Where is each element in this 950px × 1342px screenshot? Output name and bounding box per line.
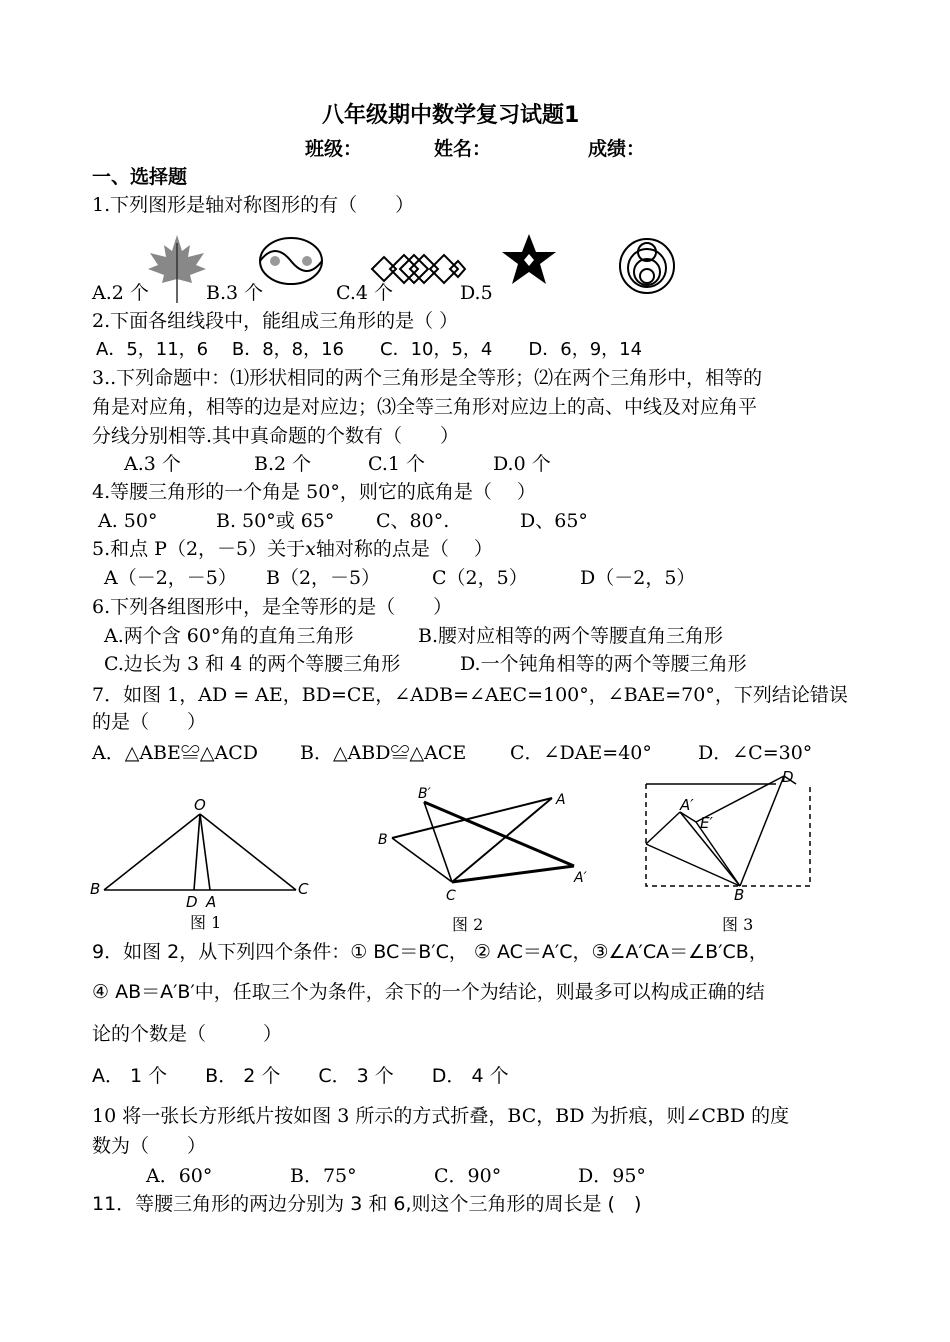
- q3-line-3: 分线分别相等.其中真命题的个数有（ ）: [92, 425, 460, 447]
- q7-option-a[interactable]: A．△ABE≌△ACD: [92, 742, 258, 764]
- star-flower-icon: [496, 232, 562, 294]
- yin-yang-icon: [258, 236, 324, 286]
- fig1-label-d: D: [186, 893, 198, 910]
- q3-option-c[interactable]: C.1 个: [368, 453, 426, 475]
- nested-circles-icon: [618, 238, 676, 294]
- q10-option-c[interactable]: C．90°: [434, 1165, 502, 1187]
- q5-option-d[interactable]: D（－2，5）: [580, 567, 696, 589]
- q3-line-1: 3..下列命题中：⑴形状相同的两个三角形是全等形；⑵在两个三角形中，相等的: [92, 367, 763, 389]
- name-label: 姓名：: [434, 138, 492, 160]
- fig2-label-bprime: B′: [418, 786, 431, 802]
- class-label: 班级：: [305, 138, 363, 160]
- q7-stem: 7．如图 1，AD = AE，BD=CE，∠ADB=∠AEC=100°，∠BAE=70°，下列结论错误: [92, 684, 848, 706]
- q5-stem-b: 轴对称的点是（ ）: [315, 538, 493, 560]
- fig2-label-aprime: A′: [574, 870, 587, 886]
- figure-3: [636, 766, 818, 906]
- fig3-label-aprime: A′: [680, 796, 694, 814]
- q10-option-a[interactable]: A．60°: [146, 1165, 213, 1187]
- q5-option-a[interactable]: A（－2，－5）: [104, 567, 237, 589]
- q10-line-1: 10 将一张长方形纸片按如图 3 所示的方式折叠，BC，BD 为折痕，则∠CBD 的度: [92, 1105, 790, 1127]
- score-label: 成绩：: [588, 138, 646, 160]
- q5-option-c[interactable]: C（2，5）: [432, 567, 528, 589]
- q4-option-d[interactable]: D、65°: [520, 510, 588, 532]
- q4-option-a[interactable]: A. 50°: [98, 510, 158, 532]
- q7-option-d[interactable]: D．∠C=30°: [698, 742, 813, 764]
- fig2-label-a: A: [556, 792, 566, 808]
- q6-option-d[interactable]: D.一个钝角相等的两个等腰三角形: [460, 653, 747, 675]
- q1-option-c[interactable]: C.4 个: [336, 282, 394, 304]
- q9-line-1: 9．如图 2，从下列四个条件：① BC＝B′C， ② AC＝A′C，③∠A′CA＝∠B′CB，: [92, 941, 768, 963]
- q1-option-b[interactable]: B.3 个: [206, 282, 264, 304]
- q4-option-c[interactable]: C、80°.: [376, 510, 450, 532]
- q10-option-d[interactable]: D．95°: [578, 1165, 646, 1187]
- q5-variable: x: [305, 538, 316, 560]
- q6-option-b[interactable]: B.腰对应相等的两个等腰直角三角形: [418, 625, 724, 647]
- q9-options[interactable]: A． 1 个 B． 2 个 C． 3 个 D． 4 个: [92, 1065, 509, 1087]
- q3-line-2: 角是对应角，相等的边是对应边；⑶全等三角形对应边上的高、中线及对应角平: [92, 396, 758, 418]
- fig2-label-b: B: [378, 832, 388, 848]
- q10-option-b[interactable]: B．75°: [290, 1165, 357, 1187]
- fig1-label-a: A: [206, 893, 217, 910]
- q2-options[interactable]: A．5，11，6 B．8，8，16 C．10，5，4 D．6，9，14: [96, 339, 643, 360]
- figure-2-caption: 图 2: [452, 915, 484, 934]
- fig1-label-b: B: [90, 880, 101, 898]
- fig1-label-o: O: [194, 796, 206, 814]
- fig3-label-b: B: [734, 886, 745, 904]
- q7-option-c[interactable]: C．∠DAE=40°: [510, 742, 652, 764]
- q7-stem-2: 的是（ ）: [92, 711, 207, 733]
- q3-option-a[interactable]: A.3 个: [124, 453, 181, 475]
- fig3-label-eprime: E′: [700, 814, 713, 832]
- fig1-label-c: C: [298, 880, 309, 898]
- q6-stem: 6.下列各组图形中，是全等形的是（ ）: [92, 596, 453, 618]
- q7-option-b[interactable]: B．△ABD≌△ACE: [300, 742, 467, 764]
- section-heading: 一、选择题: [92, 166, 188, 188]
- q5-stem-a: 5.和点 P（2，－5）关于: [92, 538, 306, 560]
- q3-option-b[interactable]: B.2 个: [254, 453, 312, 475]
- q4-option-b[interactable]: B. 50°或 65°: [216, 510, 335, 532]
- q6-option-a[interactable]: A.两个含 60°角的直角三角形: [104, 625, 354, 647]
- q5-option-b[interactable]: B（2，－5）: [266, 567, 381, 589]
- q3-option-d[interactable]: D.0 个: [493, 453, 551, 475]
- q5-stem: [92, 537, 493, 561]
- q1-option-d[interactable]: D.5: [460, 282, 493, 304]
- figure-2: [374, 784, 600, 908]
- q2-stem: 2.下面各组线段中，能组成三角形的是（ ）: [92, 310, 459, 332]
- q11-stem: 11．等腰三角形的两边分别为 3 和 6,则这个三角形的周长是 ( ): [92, 1193, 642, 1215]
- q4-stem: 4.等腰三角形的一个角是 50°，则它的底角是（ ）: [92, 481, 536, 503]
- maple-leaf-icon: [146, 233, 208, 303]
- fig3-label-d: D: [782, 768, 794, 786]
- q1-stem: 1.下列图形是轴对称图形的有（ ）: [92, 194, 415, 216]
- q6-option-c[interactable]: C.边长为 3 和 4 的两个等腰三角形: [104, 653, 401, 675]
- page-title: 八年级期中数学复习试题1: [322, 103, 580, 128]
- figure-1-caption: 图 1: [190, 913, 222, 932]
- figure-1: [86, 794, 322, 910]
- q9-line-3: 论的个数是（ ）: [92, 1023, 283, 1045]
- fig2-label-c: C: [446, 888, 456, 904]
- q10-line-2: 数为（ ）: [92, 1135, 207, 1157]
- q9-line-2: ④ AB＝A′B′中，任取三个为条件，余下的一个为结论，则最多可以构成正确的结: [92, 981, 765, 1003]
- figure-3-caption: 图 3: [722, 915, 754, 934]
- q1-option-a[interactable]: A.2 个: [92, 282, 149, 304]
